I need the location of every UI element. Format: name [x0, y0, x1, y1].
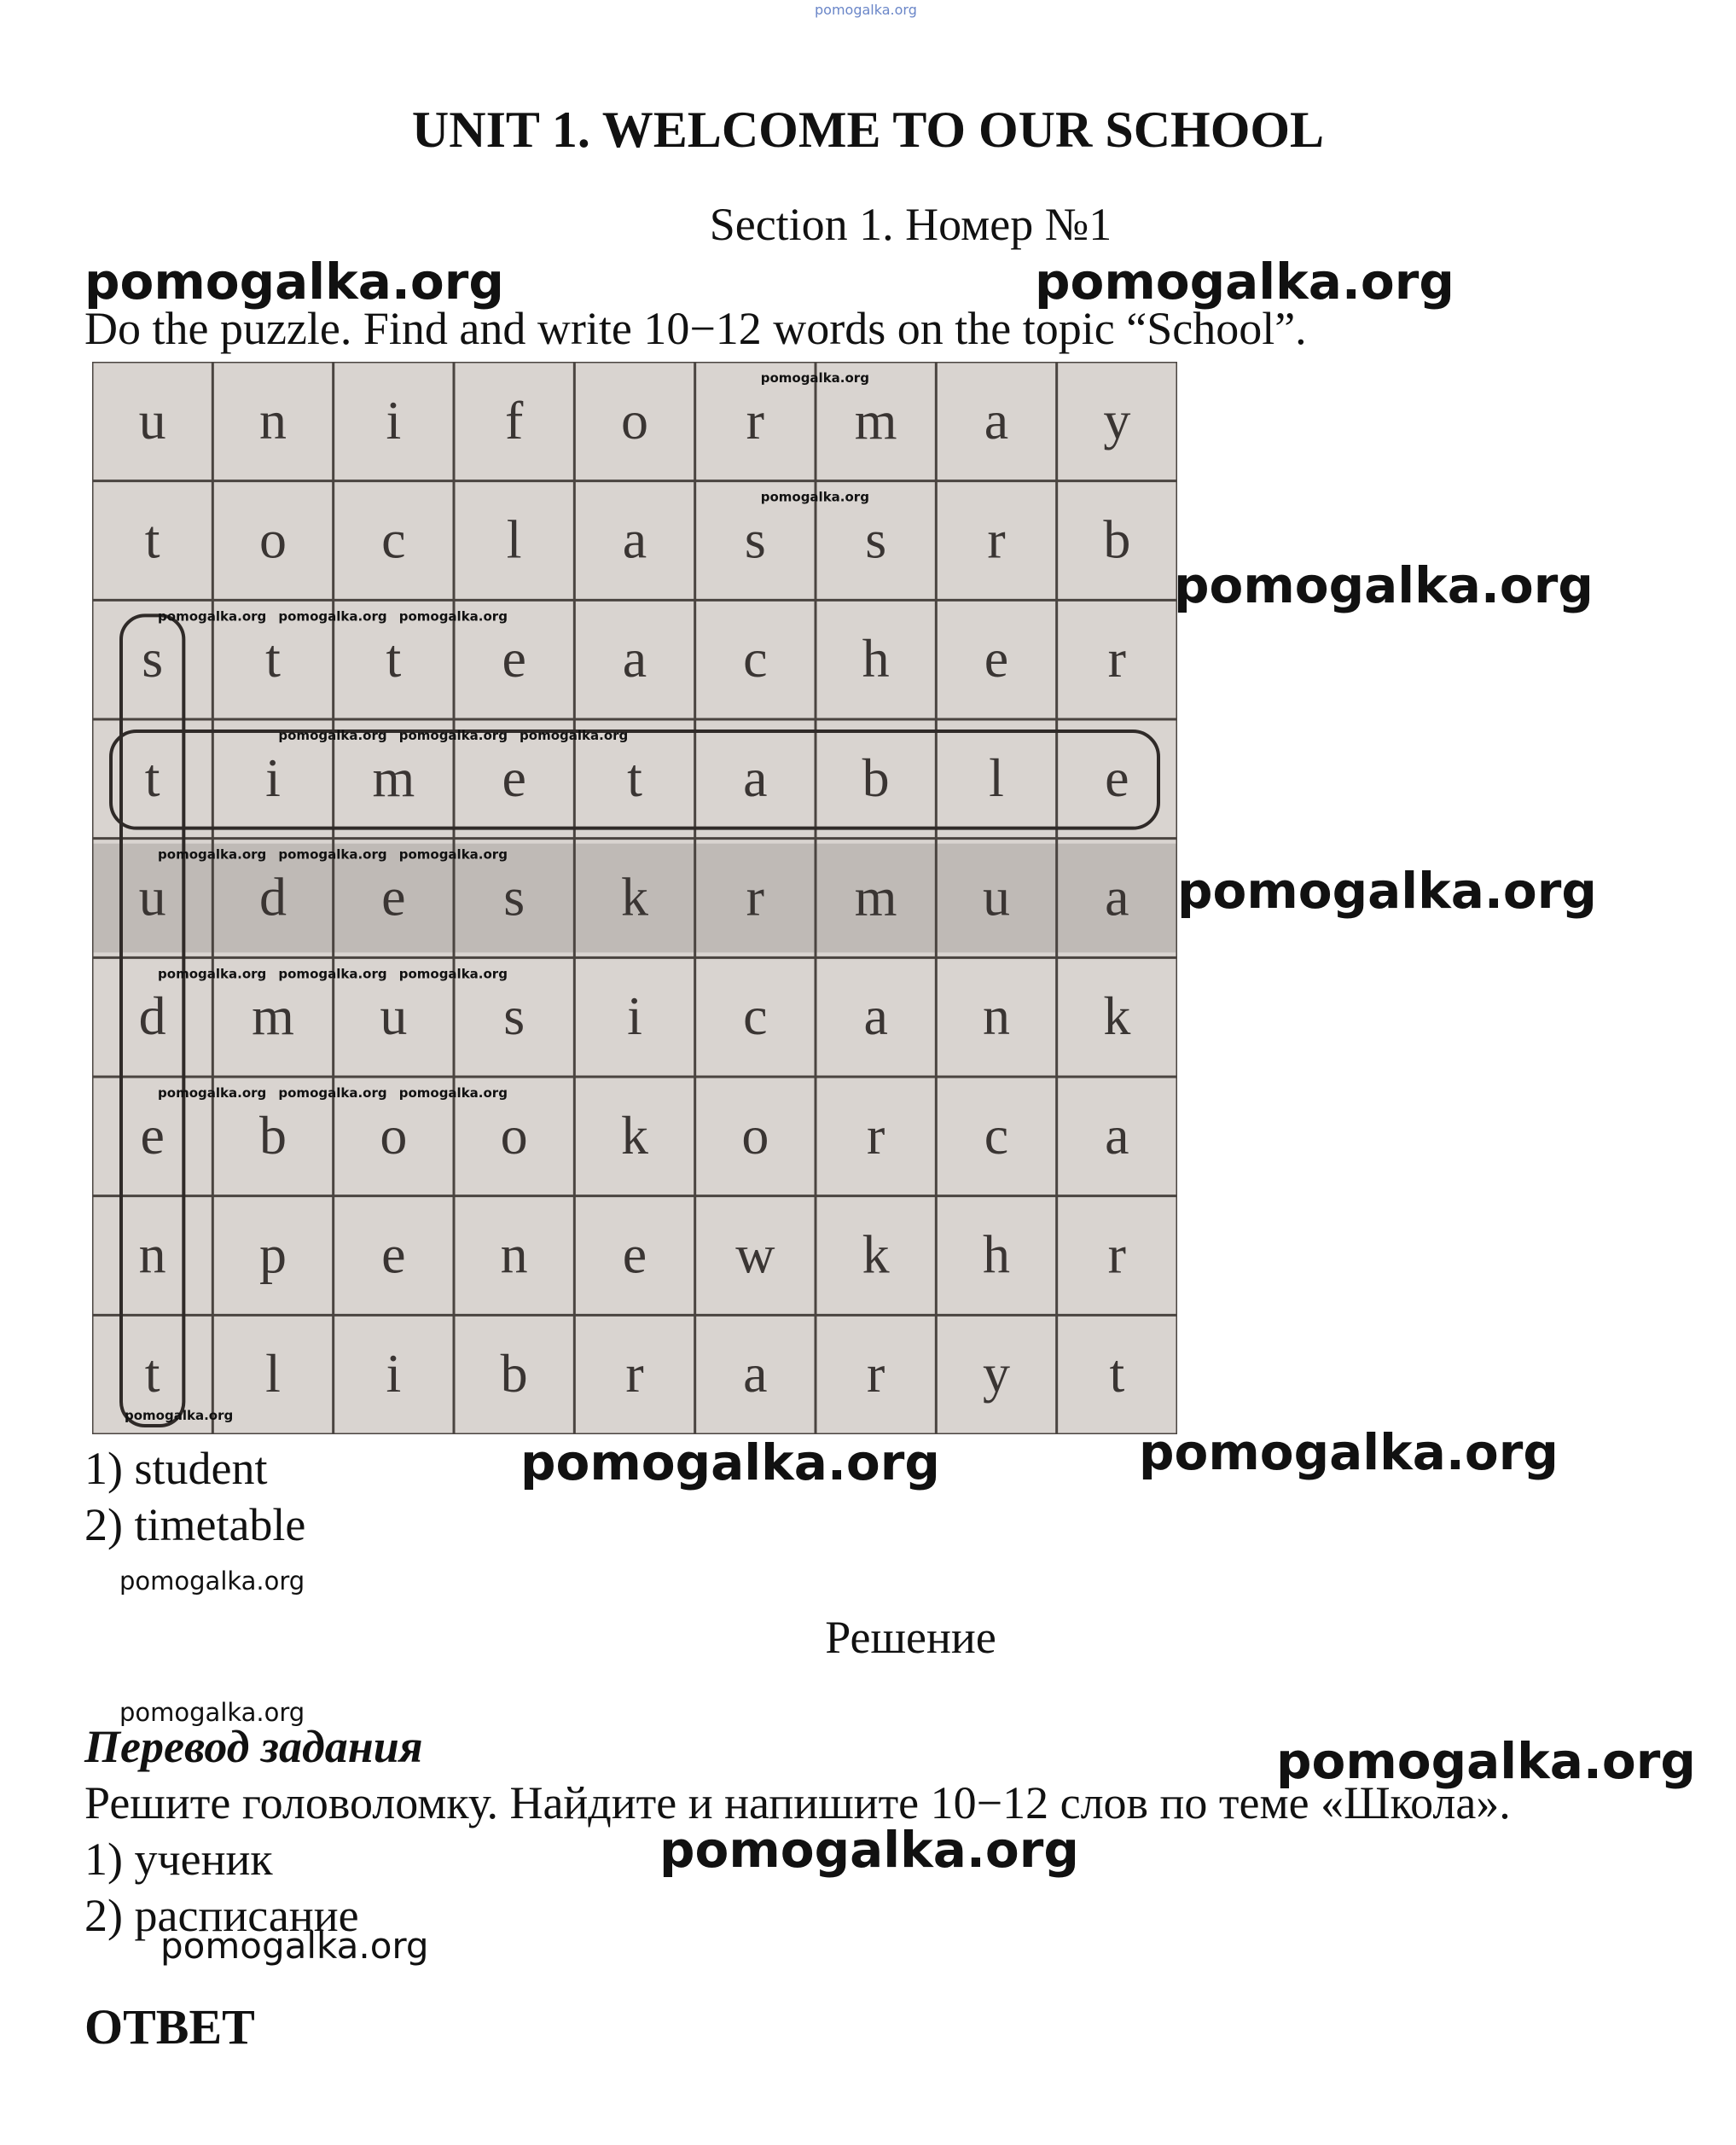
- puzzle-letter: b: [500, 1343, 528, 1404]
- puzzle-letter: a: [622, 628, 647, 689]
- translation-answer-item: 1) ученик: [84, 1834, 273, 1885]
- grid-watermark: pomogalka.org: [398, 846, 508, 863]
- puzzle-letter: a: [743, 1343, 768, 1404]
- puzzle-svg: [92, 362, 1177, 1434]
- puzzle-letter: s: [865, 509, 887, 570]
- watermark: pomogalka.org: [1177, 862, 1597, 920]
- puzzle-letter: n: [500, 1224, 528, 1285]
- grid-watermark: pomogalka.org: [760, 370, 869, 386]
- grid-watermark: pomogalka.org: [278, 846, 387, 863]
- puzzle-letter: h: [862, 628, 890, 689]
- puzzle-letter: a: [984, 389, 1009, 451]
- puzzle-letter: e: [381, 866, 406, 927]
- watermark: pomogalka.org: [1174, 556, 1594, 614]
- grid-watermark: pomogalka.org: [398, 1085, 508, 1101]
- watermark: pomogalka.org: [659, 1821, 1079, 1879]
- watermark: pomogalka.org: [84, 253, 504, 311]
- answer-heading: ОТВЕТ: [84, 1999, 255, 2055]
- puzzle-letter: e: [502, 628, 526, 689]
- answer-item: 1) student: [84, 1443, 268, 1494]
- puzzle-letter: d: [138, 985, 166, 1047]
- puzzle-letter: c: [743, 985, 768, 1047]
- puzzle-letter: s: [142, 628, 164, 689]
- puzzle-letter: t: [144, 747, 160, 808]
- puzzle-letter: l: [265, 1343, 281, 1404]
- puzzle-letter: t: [627, 747, 642, 808]
- puzzle-letter: n: [138, 1224, 166, 1285]
- puzzle-letter: i: [265, 747, 281, 808]
- grid-watermark: pomogalka.org: [398, 728, 508, 743]
- puzzle-letter: c: [743, 628, 768, 689]
- puzzle-letter: s: [744, 509, 766, 570]
- grid-watermark: pomogalka.org: [760, 489, 869, 505]
- grid-watermark: pomogalka.org: [278, 966, 387, 982]
- watermark: pomogalka.org: [1035, 253, 1454, 311]
- puzzle-letter: k: [862, 1224, 890, 1285]
- puzzle-letter: t: [144, 1343, 160, 1404]
- puzzle-letter: i: [627, 985, 642, 1047]
- puzzle-letter: m: [372, 747, 415, 808]
- puzzle-letter: f: [505, 389, 524, 451]
- puzzle-letter: e: [622, 1224, 647, 1285]
- puzzle-letter: r: [746, 389, 764, 451]
- puzzle-letter: y: [1103, 389, 1131, 451]
- puzzle-letter: b: [1103, 509, 1131, 570]
- puzzle-letter: n: [983, 985, 1010, 1047]
- puzzle-letter: t: [1109, 1343, 1125, 1404]
- translation-text: Решите головоломку. Найдите и напишите 10−12 слов по теме «Школа».: [84, 1777, 1511, 1828]
- puzzle-letter: b: [259, 1104, 287, 1166]
- puzzle-letter: m: [854, 866, 897, 927]
- puzzle-letter: o: [380, 1104, 408, 1166]
- watermark: pomogalka.org: [125, 1408, 234, 1423]
- grid-watermark: pomogalka.org: [158, 1085, 267, 1101]
- puzzle-letter: r: [987, 509, 1006, 570]
- puzzle-letter: o: [621, 389, 648, 451]
- puzzle-letter: r: [1107, 628, 1126, 689]
- watermark-top: pomogalka.org: [815, 2, 917, 18]
- grid-watermark: pomogalka.org: [158, 966, 267, 982]
- grid-watermark: pomogalka.org: [520, 728, 629, 743]
- answer-item: 2) timetable: [84, 1499, 306, 1550]
- puzzle-letter: a: [1105, 866, 1129, 927]
- grid-watermark: pomogalka.org: [158, 846, 267, 863]
- puzzle-letter: t: [265, 628, 281, 689]
- puzzle-letter: e: [140, 1104, 165, 1166]
- puzzle-letter: i: [386, 389, 402, 451]
- puzzle-letter: w: [735, 1224, 775, 1285]
- grid-watermark: pomogalka.org: [398, 608, 508, 625]
- puzzle-letter: r: [867, 1343, 885, 1404]
- grid-watermark: pomogalka.org: [398, 966, 508, 982]
- puzzle-letter: e: [381, 1224, 406, 1285]
- puzzle-letter: u: [380, 985, 408, 1047]
- section-title: Section 1. Номер №1: [709, 199, 1112, 250]
- puzzle-letter: a: [863, 985, 888, 1047]
- watermark: pomogalka.org: [160, 1925, 429, 1967]
- puzzle-letter: r: [867, 1104, 885, 1166]
- solution-title: Решение: [825, 1612, 996, 1663]
- translation-answer-item: 2) расписание: [84, 1890, 359, 1941]
- unit-title: UNIT 1. WELCOME TO OUR SCHOOL: [411, 102, 1325, 158]
- word-puzzle-grid: [92, 362, 1177, 1434]
- puzzle-letter: u: [138, 866, 166, 927]
- puzzle-letter: u: [983, 866, 1010, 927]
- puzzle-letter: k: [1103, 985, 1131, 1047]
- puzzle-letter: t: [386, 628, 402, 689]
- puzzle-letter: y: [983, 1343, 1010, 1404]
- grid-watermark: pomogalka.org: [278, 608, 387, 625]
- translation-heading: Перевод задания: [84, 1721, 423, 1772]
- puzzle-letter: e: [984, 628, 1009, 689]
- puzzle-letter: b: [862, 747, 890, 808]
- instruction-text: Do the puzzle. Find and write 10−12 words on the topic “School”.: [84, 303, 1307, 354]
- puzzle-letter: m: [252, 985, 294, 1047]
- puzzle-letter: d: [259, 866, 287, 927]
- watermark: pomogalka.org: [119, 1567, 305, 1596]
- puzzle-letter: a: [1105, 1104, 1129, 1166]
- puzzle-letter: h: [983, 1224, 1010, 1285]
- puzzle-letter: n: [259, 389, 287, 451]
- puzzle-letter: c: [984, 1104, 1009, 1166]
- puzzle-letter: e: [502, 747, 526, 808]
- puzzle-letter: i: [386, 1343, 402, 1404]
- puzzle-letter: m: [854, 389, 897, 451]
- puzzle-letter: e: [1105, 747, 1129, 808]
- puzzle-letter: k: [621, 866, 648, 927]
- puzzle-letter: l: [506, 509, 522, 570]
- puzzle-letter: k: [621, 1104, 648, 1166]
- puzzle-letter: c: [381, 509, 406, 570]
- puzzle-letter: l: [989, 747, 1004, 808]
- puzzle-letter: o: [500, 1104, 528, 1166]
- puzzle-letter: r: [625, 1343, 644, 1404]
- puzzle-letter: o: [741, 1104, 769, 1166]
- puzzle-letter: p: [259, 1224, 287, 1285]
- puzzle-letter: a: [743, 747, 768, 808]
- grid-watermark: pomogalka.org: [278, 728, 387, 743]
- puzzle-letter: s: [503, 866, 525, 927]
- puzzle-letter: o: [259, 509, 287, 570]
- watermark: pomogalka.org: [1276, 1732, 1696, 1790]
- puzzle-letter: u: [138, 389, 166, 451]
- grid-watermark: pomogalka.org: [278, 1085, 387, 1101]
- puzzle-letter: t: [144, 509, 160, 570]
- puzzle-letter: r: [746, 866, 764, 927]
- watermark: pomogalka.org: [1139, 1423, 1559, 1481]
- puzzle-letter: s: [503, 985, 525, 1047]
- watermark: pomogalka.org: [520, 1433, 940, 1491]
- watermark: pomogalka.org: [119, 1698, 305, 1727]
- puzzle-letter: r: [1107, 1224, 1126, 1285]
- grid-watermark: pomogalka.org: [158, 608, 267, 625]
- puzzle-letter: a: [622, 509, 647, 570]
